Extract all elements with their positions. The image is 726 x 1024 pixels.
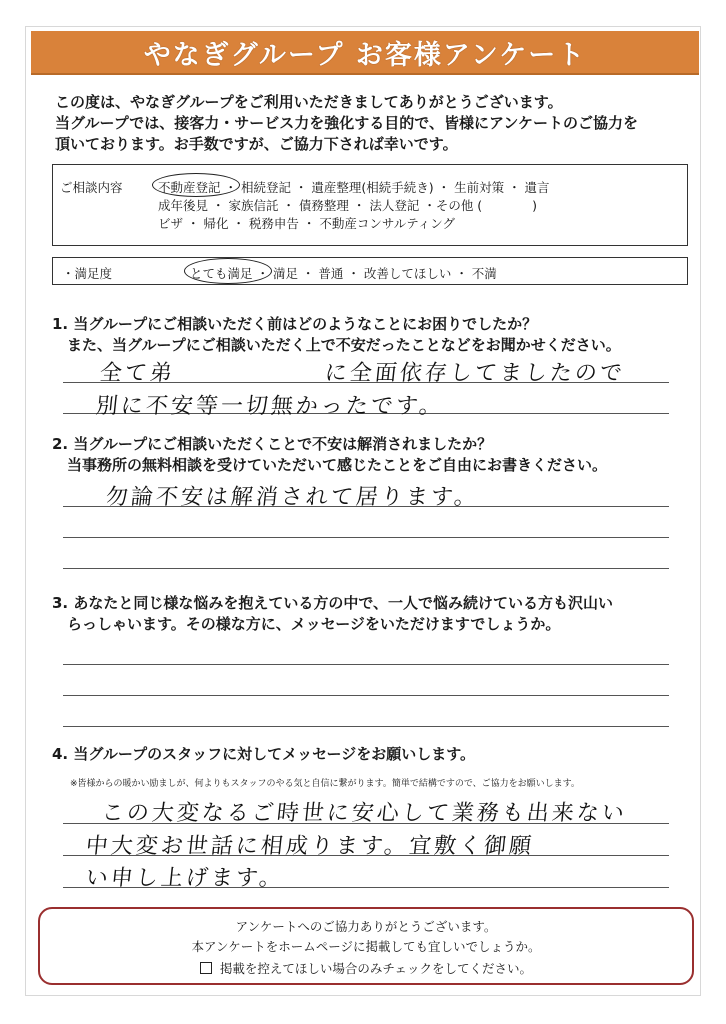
handwritten-answer-1: 別に不安等一切無かったです。 bbox=[94, 394, 446, 419]
intro-line: 当グループでは、接客力・サービス力を強化する目的で、皆様にアンケートのご協力を bbox=[55, 114, 639, 132]
title-bar bbox=[31, 31, 699, 75]
handwritten-answer-2: 勿論不安は解消されて居ります。 bbox=[104, 485, 481, 510]
selected-satisfaction-circle bbox=[184, 258, 272, 284]
survey-title: やなぎグループ お客様アンケート bbox=[143, 39, 587, 71]
intro-text bbox=[55, 92, 695, 155]
question-1 bbox=[52, 314, 621, 356]
question-line: また、当グループにご相談いただく上で不安だったことなどをお聞かせください。 bbox=[52, 336, 621, 354]
answer-line bbox=[63, 664, 669, 665]
satisfaction-label: ・満足度 bbox=[62, 266, 113, 281]
selected-consultation-circle bbox=[152, 173, 240, 197]
consultation-options-row3[interactable]: ビザ ・ 帰化 ・ 税務申告 ・ 不動産コンサルティング bbox=[158, 216, 455, 231]
consultation-options-row2[interactable]: 成年後見 ・ 家族信託 ・ 債務整理 ・ 法人登記 ・その他 ( ) bbox=[158, 198, 538, 213]
handwritten-answer-4: い申し上げます。 bbox=[84, 866, 286, 891]
opt-out-label: 掲載を控えてほしい場合のみチェックをしてください。 bbox=[219, 961, 533, 976]
question-line: 2. 当グループにご相談いただくことで不安は解消されましたか？ bbox=[52, 435, 493, 453]
satisfaction-options[interactable]: とても満足 ・ 満足 ・ 普通 ・ 改善してほしい ・ 不満 bbox=[190, 266, 497, 281]
question-3 bbox=[52, 593, 613, 635]
handwritten-answer-4: この大変なるご時世に安心して業務も出来ない bbox=[100, 801, 629, 826]
footer-question: 本アンケートをホームページに掲載しても宜しいでしょうか。 bbox=[191, 939, 541, 954]
consultation-options-row1[interactable]: 不動産登記 ・ 相続登記 ・ 遺産整理(相続手続き) ・ 生前対策 ・ 遺言 bbox=[158, 180, 550, 195]
question-4-note: ※皆様からの暖かい励ましが、何よりもスタッフのやる気と自信に繋がります。簡単で結構ですので、ご協力をお願いします。 bbox=[70, 779, 580, 789]
handwritten-answer-1: 全て弟 に全面依存してましたので bbox=[98, 361, 627, 386]
intro-line: 頂いております。お手数ですが、ご協力下されば幸いです。 bbox=[55, 135, 458, 153]
answer-line bbox=[63, 695, 669, 696]
handwritten-answer-4: 中大変お世話に相成ります。宜敷く御願 bbox=[84, 834, 536, 859]
question-line: らっしゃいます。その様な方に、メッセージをいただけますでしょうか。 bbox=[52, 615, 561, 633]
question-line: 1. 当グループにご相談いただく前はどのようなことにお困りでしたか？ bbox=[52, 315, 538, 333]
consultation-label: ご相談内容 bbox=[60, 180, 123, 195]
footer-opt-out bbox=[40, 959, 692, 977]
question-line: 4. 当グループのスタッフに対してメッセージをお願いします。 bbox=[52, 745, 476, 763]
question-line: 3. あなたと同じ様な悩みを抱えている方の中で、一人で悩み続けている方も沢山い bbox=[52, 594, 614, 612]
answer-line bbox=[63, 726, 669, 727]
answer-line bbox=[63, 568, 669, 569]
footer-thanks: アンケートへのご協力ありがとうございます。 bbox=[235, 919, 497, 934]
question-4 bbox=[52, 744, 475, 765]
question-line: 当事務所の無料相談を受けていただいて感じたことをご自由にお書きください。 bbox=[52, 456, 608, 474]
question-2 bbox=[52, 434, 607, 476]
opt-out-checkbox[interactable] bbox=[200, 962, 212, 974]
answer-line bbox=[63, 537, 669, 538]
footer-box bbox=[38, 907, 694, 985]
intro-line: この度は、やなぎグループをご利用いただきましてありがとうございます。 bbox=[55, 93, 563, 111]
